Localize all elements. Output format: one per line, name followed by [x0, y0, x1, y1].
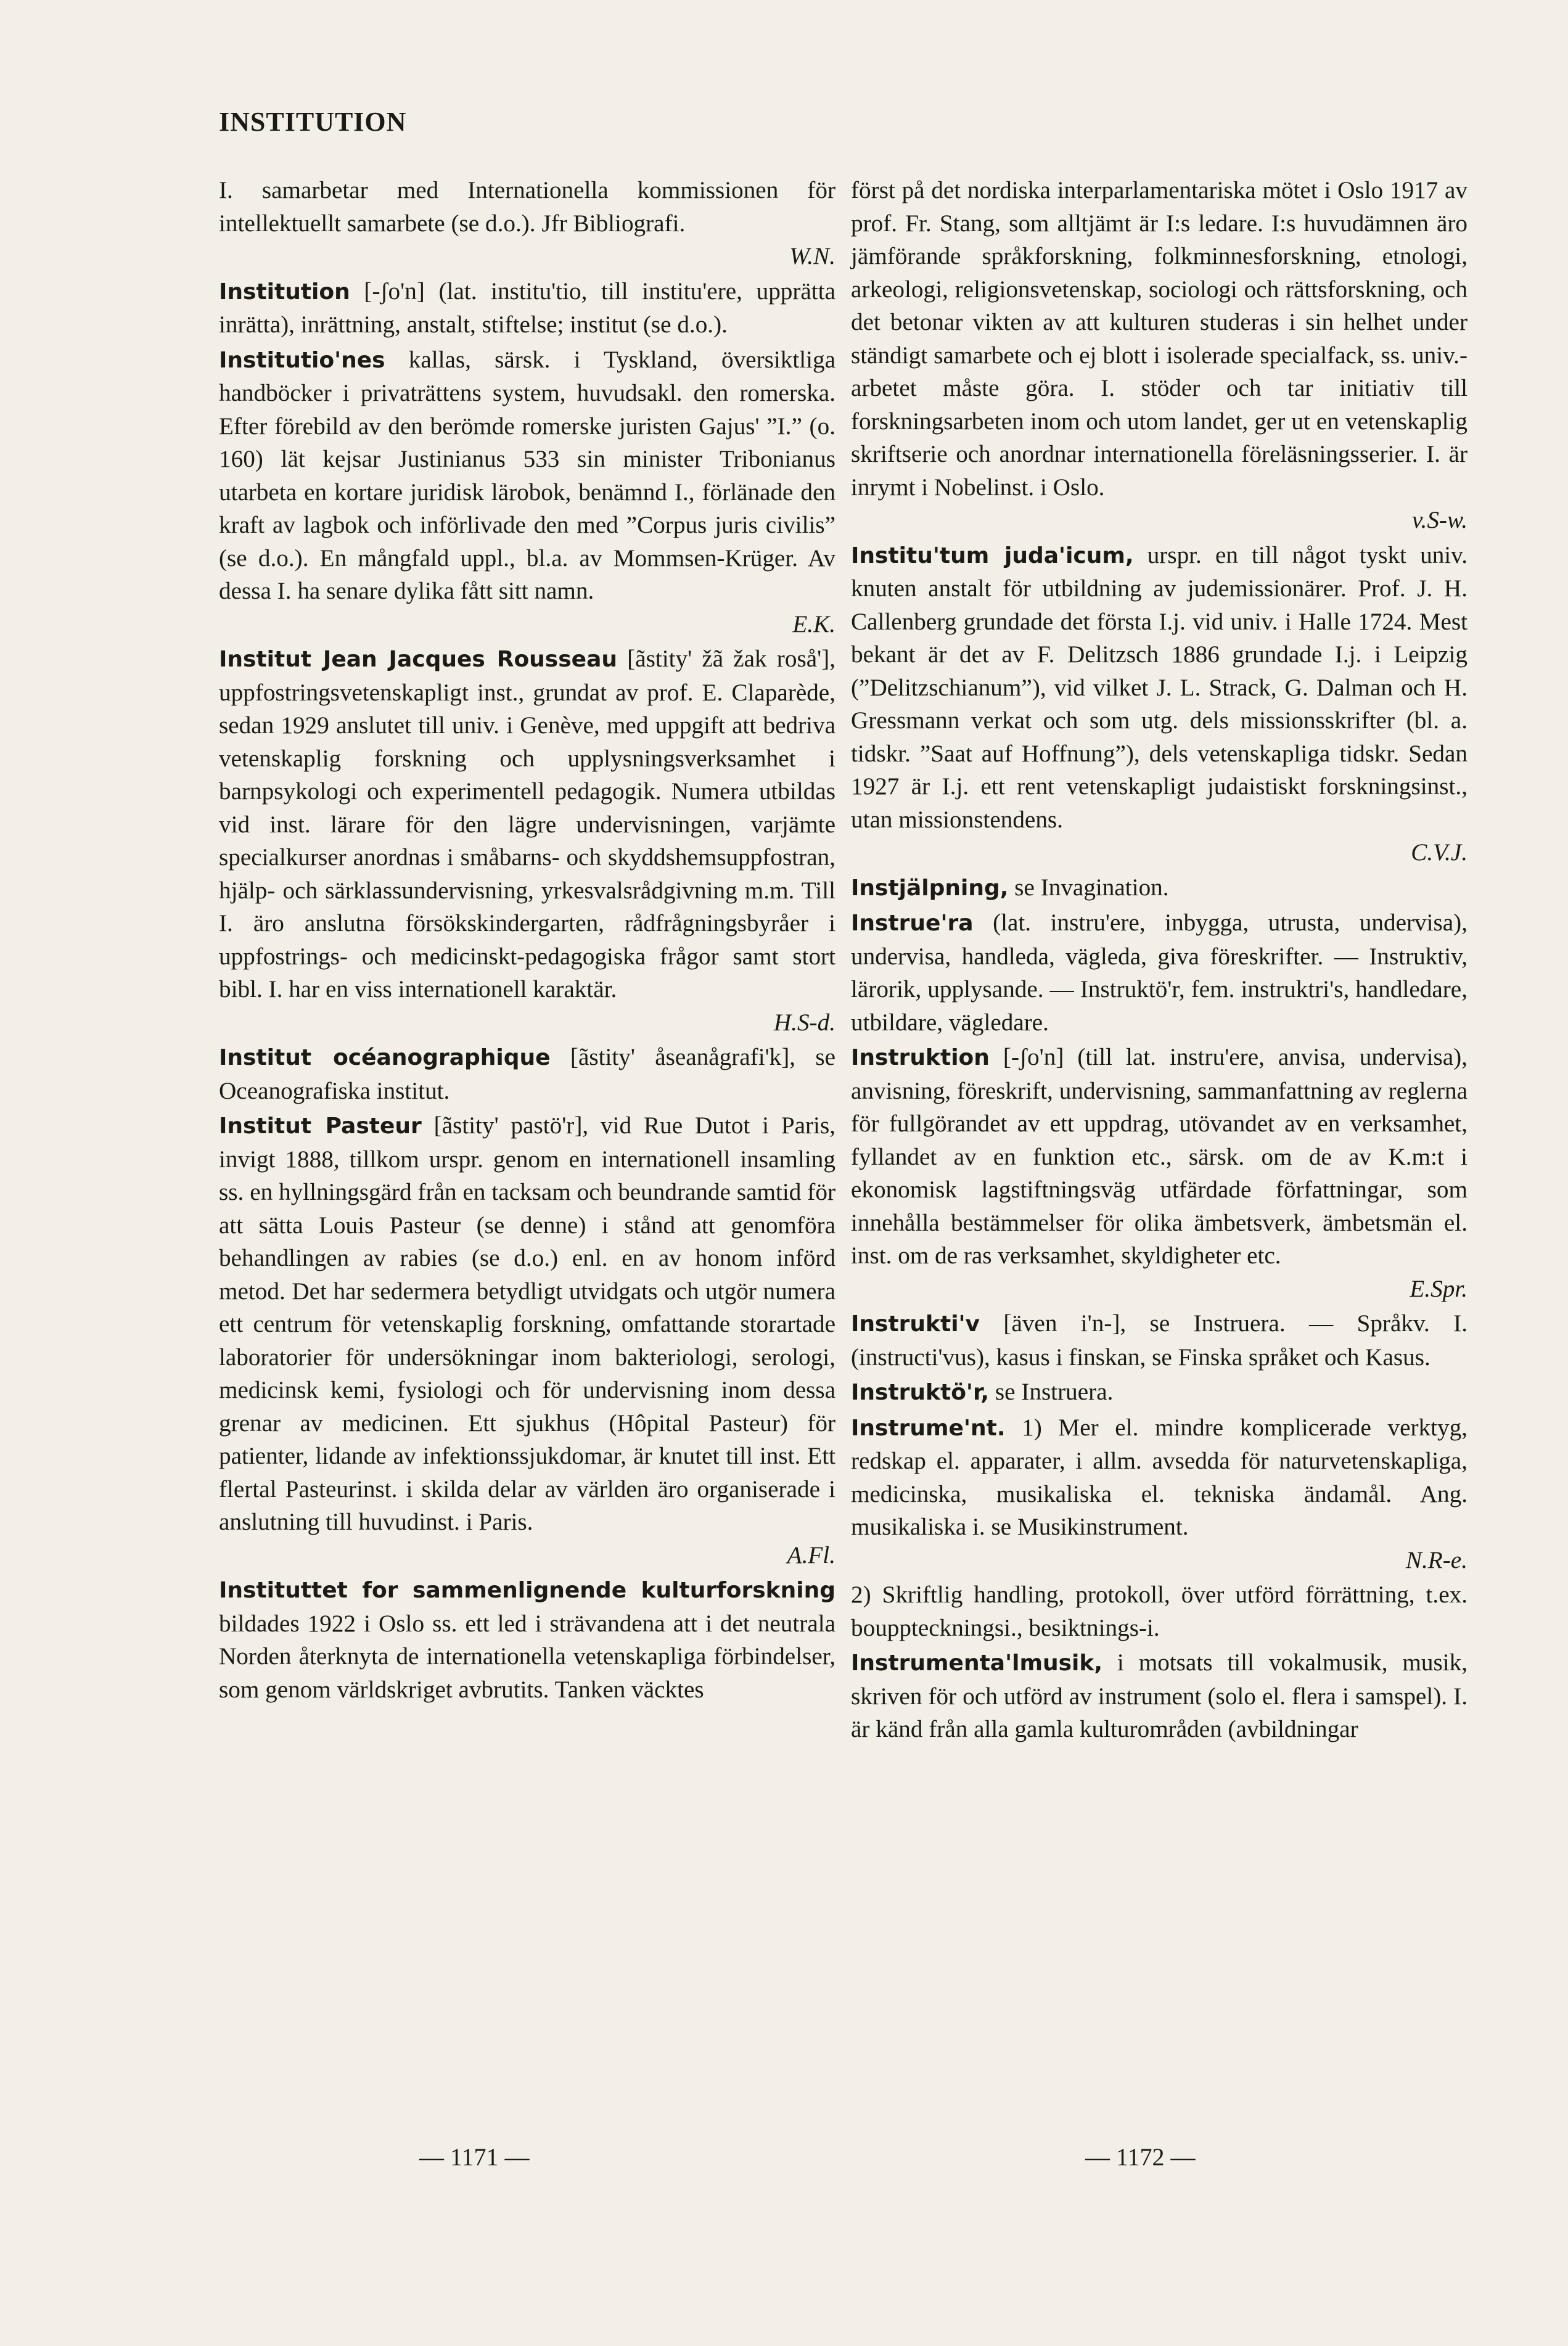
author-signature: E.Spr.: [1410, 1275, 1467, 1302]
entry-body: [ãstity' žã žak roså'], uppfostringsvetenskapligt inst., grundat av prof. E. Claparède, sedan 1929 anslutet till univ. i Genève, med uppgift att bedriva vetenskaplig forskning och upplysningsverksamhet i barnpsykologi och experimentell pedagogik. Numera utbildas vid inst. lärare för den lägre undervisningen, varjämte specialkurser anordnas i småbarns- och skyddshemsuppfostran, hjälp- och särklassundervisning, yrkesvalsrådgivning m.m. Till I. äro anslutna försökskindergarten, rådfrågningsbyråer i uppfostrings- och medicinskt-pedagogiska frågor samt stort bibl. I. har en viss internationell karaktär.: [219, 646, 835, 1003]
headword: Instrukti'v: [851, 1311, 980, 1337]
headword: Instruktö'r,: [851, 1380, 990, 1405]
entry-body: se Instruera.: [995, 1379, 1114, 1405]
running-head: INSTITUTION: [219, 107, 407, 137]
entry-instrument-sense-2: [851, 1578, 1467, 1644]
headword: Institu'tum juda'icum,: [851, 543, 1134, 568]
entry-instruktiv: [851, 1307, 1467, 1374]
entry-continuation: [851, 174, 1467, 537]
entry-body: I. samarbetar med Internationella kommissionen för intellektuellt samarbete (se d.o.). Jfr Bibliografi.: [219, 177, 835, 237]
entry-institution: [219, 275, 835, 342]
page-number-left: — 1171 —: [419, 2143, 530, 2171]
entry-body: se Invagination.: [1014, 874, 1169, 901]
entry-institut-rousseau: [219, 642, 835, 1039]
entry-body: [ãstity' åseanågrafi'k], se Oceanografiska institut.: [219, 1044, 836, 1104]
headword: Instjälpning,: [851, 875, 1009, 901]
headword: Instruktion: [851, 1045, 990, 1070]
author-signature: v.S-w.: [1412, 507, 1467, 533]
entry-body: [-ʃo'n] (till lat. instru'ere, anvisa, undervisa), anvisning, föreskrift, undervisning, sammanfattning av reglerna för fullgörandet av ett uppdrag, utövandet av en verksamhet, fyllandet av en funktion etc., särsk. om de av K.m:t i ekonomisk lagstiftningsväg utfärdade författningar, som innehålla bestämmelser för olika ämbetsverk, ämbetsmän el. inst. om de ras verksamhet, skyldigheter etc.: [851, 1044, 1468, 1269]
headword: Institution: [219, 279, 350, 305]
entry-body: kallas, särsk. i Tyskland, översiktliga handböcker i privaträttens system, huvudsakl. den romerska. Efter förebild av den berömde romerske juristen Gajus' ”I.” (o. 160) lät kejsar Justinianus 533 sin minister Tribonianus utarbeta en kortare juridisk lärobok, benämnd I., förlänade den kraft av lagbok och införlivade den med ”Corpus juris civilis” (se d.o.). En mångfald uppl., bl.a. av Mommsen-Krüger. Av dessa I. ha senare dylika fått sitt namn.: [219, 346, 835, 604]
right-column: [851, 174, 1467, 1746]
entry-instjalpning: [851, 871, 1467, 905]
headword: Instituttet for sammenlignende kulturforskning: [219, 1578, 835, 1603]
author-signature: N.R-e.: [1405, 1546, 1467, 1573]
entry-instruktor: [851, 1376, 1467, 1409]
author-signature: E.K.: [792, 610, 835, 638]
page-number-right: — 1172 —: [1085, 2143, 1196, 2171]
entry-body: [-ʃo'n] (lat. institu'tio, till institu'ere, upprätta inrätta), inrättning, anstalt, stiftelse; institut (se d.o.).: [219, 277, 835, 338]
entry-body: [även i'n-], se Instruera. — Språkv. I. (instructi'vus), kasus i finskan, se Finska språket och Kasus.: [851, 1310, 1468, 1371]
headword: Instrume'nt.: [851, 1415, 1006, 1441]
entry-body: 1) Mer el. mindre komplicerade verktyg, redskap el. apparater, i allm. avsedda för naturvetenskapliga, medicinska, musikaliska el. tekniska ändamål. Ang. musikaliska i. se Musikinstrument.: [851, 1414, 1468, 1540]
entry-institut-oceanographique: [219, 1041, 835, 1107]
entry-body: först på det nordiska interparlamentariska mötet i Oslo 1917 av prof. Fr. Stang, som alltjämt är I:s ledare. I:s huvudämnen äro jämförande språkforskning, folkminnesforskning, etnologi, arkeologi, religionsvetenskap, sociologi och rättsforskning, och det betonar vikten av att kulturen studeras i sin helhet under ständigt samarbete och ej blott i isolerade specialfack, ss. univ.-arbetet måste göra. I. stöder och tar initiativ till forskningsarbeten inom och utom landet, ger ut en vetenskaplig skriftserie och anordnar internationella föreläsningsserier. I. är inrymt i Nobelinst. i Oslo.: [851, 177, 1467, 501]
entry-institut-pasteur: [219, 1109, 835, 1572]
headword: Institut Jean Jacques Rousseau: [219, 647, 617, 672]
headword: Institutio'nes: [219, 347, 385, 373]
entry-instituttet: [219, 1573, 835, 1706]
entry-body: 2) Skriftlig handling, protokoll, över utförd förrättning, t.ex. bouppteckningsi., besiktnings-i.: [851, 1581, 1467, 1641]
entry-institutum-judaicum: [851, 539, 1467, 869]
entry-body: (lat. instru'ere, inbygga, utrusta, undervisa), undervisa, handleda, vägleda, giva föreskrifter. — Instruktiv, lärorik, upplysande. — Instruktö'r, fem. instruktri's, handledare, utbildare, vägledare.: [851, 909, 1467, 1036]
author-signature: H.S-d.: [773, 1009, 835, 1036]
entry-body: urspr. en till något tyskt univ. knuten anstalt för utbildning av judemissionärer. Prof. J. H. Callenberg grundade det första I.j. vid univ. i Halle 1724. Mest bekant är det av F. Delitzsch 1886 grundade I.j. i Leipzig (”Delitzschianum”), vid vilket J. L. Strack, G. Dalman och H. Gressmann verkat och som utg. dels missionsskrifter (bl. a. tidskr. ”Saat auf Hoffnung”), dels vetenskapliga tidskr. Sedan 1927 är I.j. ett rent vetenskapligt judaistiskt forskningsinst., utan missionstendens.: [851, 541, 1468, 833]
headword: Instrumenta'lmusik,: [851, 1651, 1102, 1676]
entry-institutiones: [219, 343, 835, 641]
entry-continuation: [219, 174, 835, 273]
headword: Instrue'ra: [851, 911, 974, 936]
entry-body: i motsats till vokalmusik, musik, skriven för och utförd av instrument (solo el. flera i samspel). I. är känd från alla gamla kulturområden (avbildningar: [851, 1649, 1468, 1742]
headword: Institut océanographique: [219, 1045, 551, 1070]
entry-instruktion: [851, 1041, 1467, 1305]
entry-instrument: [851, 1411, 1467, 1577]
entry-instrumentalmusik: [851, 1646, 1467, 1746]
author-signature: A.Fl.: [787, 1541, 835, 1569]
headword: Institut Pasteur: [219, 1114, 422, 1139]
entry-body: bildades 1922 i Oslo ss. ett led i strävandena att i det neutrala Norden återknyta de internationella vetenskapliga förbindelser, som genom världskriget avbrutits. Tanken väcktes: [219, 1610, 835, 1703]
left-column: [219, 174, 835, 1706]
entry-body: [ãstity' pastö'r], vid Rue Dutot i Paris, invigt 1888, tillkom urspr. genom en internationell insamling ss. en hyllningsgärd från en tacksam och beundrande samtid för att sätta Louis Pasteur (se denne) i stånd att genomföra behandlingen av rabies (se d.o.) enl. en av honom införd metod. Det har sedermera betydligt utvidgats och utgör numera ett centrum för vetenskaplig forskning, omfattande storartade laboratorier för undersökningar inom bakteriologi, serologi, medicinsk kemi, fysiologi och för undervisning inom dessa grenar av medicinen. Ett sjukhus (Hôpital Pasteur) för patienter, lidande av infektionssjukdomar, är knutet till inst. Ett flertal Pasteurinst. i skilda delar av världen äro organiserade i anslutning till huvudinst. i Paris.: [219, 1112, 835, 1535]
author-signature: C.V.J.: [1411, 839, 1467, 866]
entry-instruera: [851, 906, 1467, 1039]
author-signature: W.N.: [789, 243, 835, 269]
